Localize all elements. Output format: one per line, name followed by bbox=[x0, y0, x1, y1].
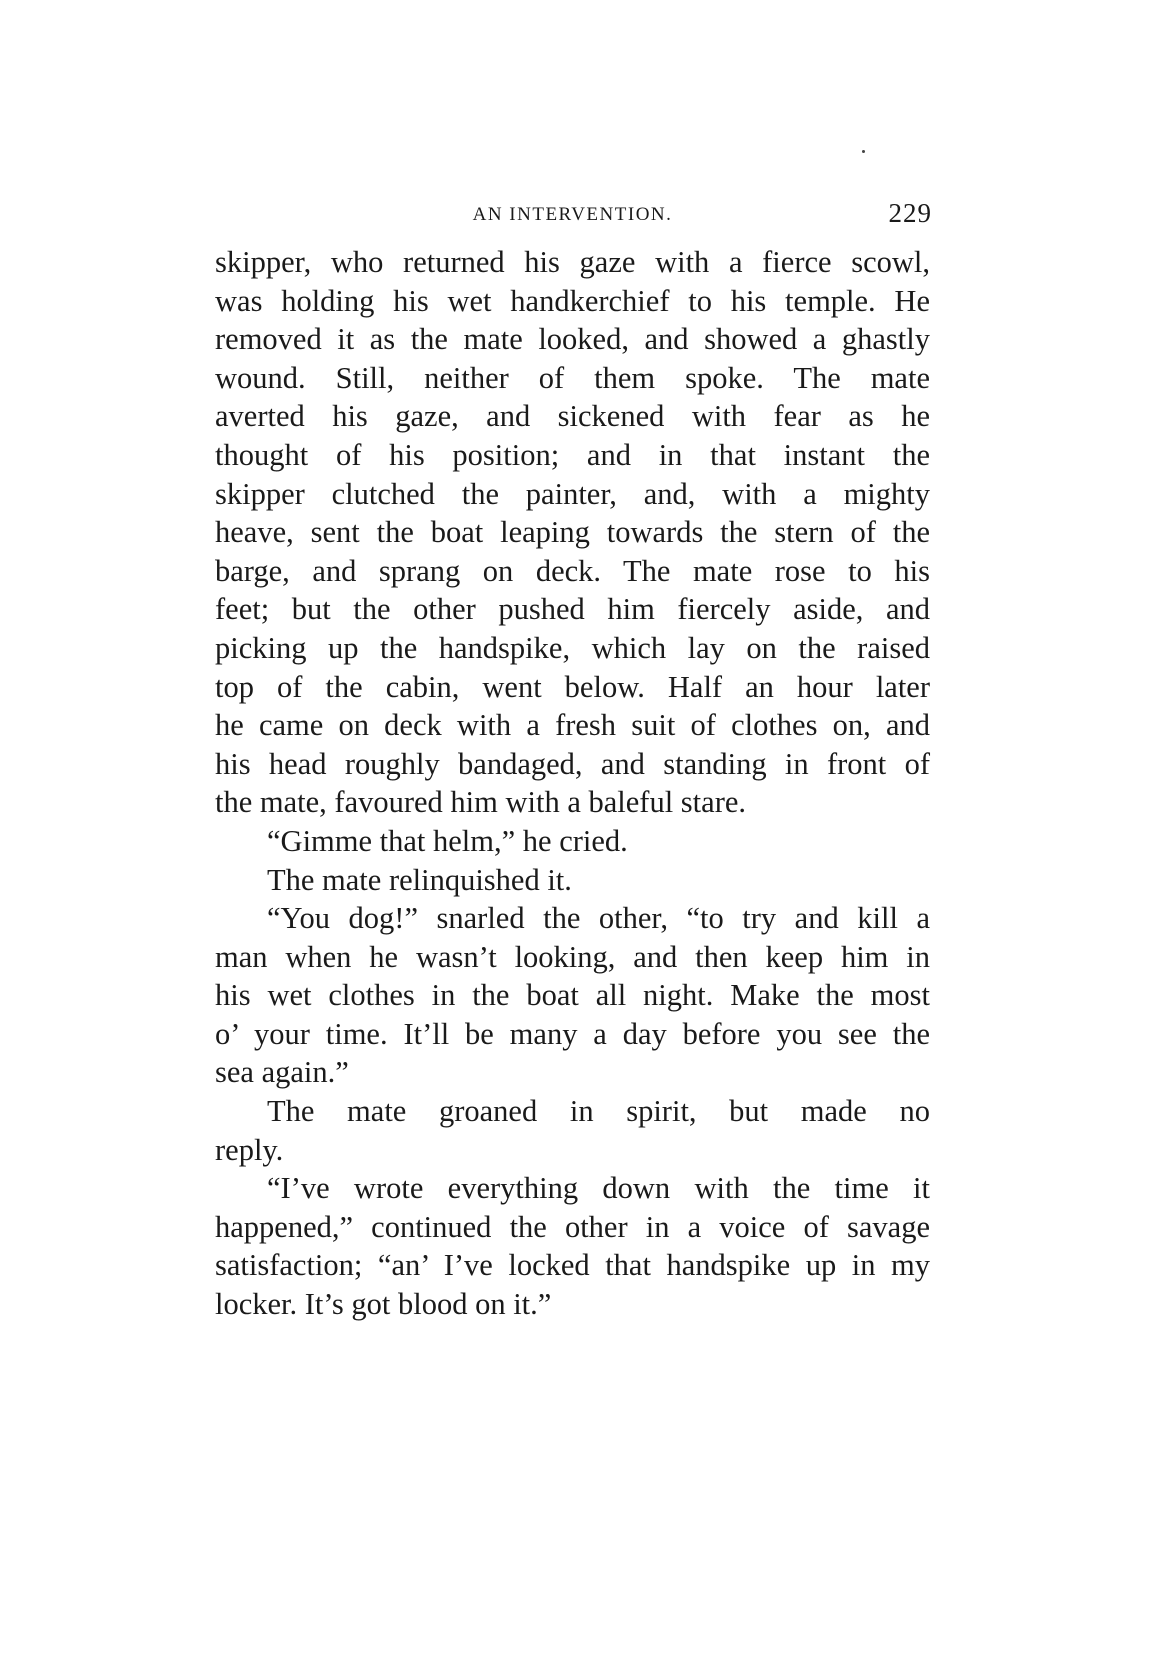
text-line: he came on deck with a fresh suit of clothes on, and bbox=[215, 708, 930, 743]
text-line: The mate groaned in spirit, but made no bbox=[267, 1094, 930, 1129]
text-line: reply. bbox=[215, 1132, 284, 1167]
text-line: wound. Still, neither of them spoke. The mate bbox=[215, 360, 930, 395]
text-line: removed it as the mate looked, and showed a ghastly bbox=[215, 322, 930, 357]
text-line: top of the cabin, went below. Half an hour later bbox=[215, 669, 930, 704]
text-line: was holding his wet handkerchief to his temple. He bbox=[215, 283, 930, 318]
text-line: skipper clutched the painter, and, with a mighty bbox=[215, 476, 930, 511]
text-line: The mate relinquished it. bbox=[267, 862, 572, 897]
text-line: his head roughly bandaged, and standing in front of bbox=[215, 746, 930, 781]
text-line: the mate, favoured him with a baleful stare. bbox=[215, 785, 747, 820]
text-line: thought of his position; and in that instant the bbox=[215, 437, 930, 472]
text-line: feet; but the other pushed him fiercely aside, and bbox=[215, 592, 930, 627]
running-title: AN INTERVENTION. bbox=[472, 204, 673, 225]
text-line: sea again.” bbox=[215, 1055, 349, 1090]
text-line: his wet clothes in the boat all night. Make the most bbox=[215, 978, 930, 1013]
text-line: “I’ve wrote everything down with the time it bbox=[267, 1171, 930, 1206]
text-line: “Gimme that helm,” he cried. bbox=[267, 823, 628, 858]
text-line: skipper, who returned his gaze with a fierce scowl, bbox=[215, 245, 930, 279]
text-line: picking up the handspike, which lay on the raised bbox=[215, 630, 930, 665]
text-line: averted his gaze, and sickened with fear as he bbox=[215, 399, 930, 434]
text-line: happened,” continued the other in a voice of savage bbox=[215, 1209, 930, 1244]
ink-speck bbox=[862, 150, 865, 153]
text-line: barge, and sprang on deck. The mate rose to his bbox=[215, 553, 930, 588]
text-line: “You dog!” snarled the other, “to try and kill a bbox=[267, 901, 930, 936]
running-head bbox=[215, 196, 930, 240]
text-line: locker. It’s got blood on it.” bbox=[215, 1287, 552, 1322]
text-line: man when he wasn’t looking, and then keep him in bbox=[215, 939, 930, 974]
body-text bbox=[215, 243, 930, 1324]
text-line: satisfaction; “an’ I’ve locked that handspike up in my bbox=[215, 1248, 930, 1283]
text-line: heave, sent the boat leaping towards the stern of the bbox=[215, 515, 930, 550]
page-number: 229 bbox=[888, 198, 932, 228]
text-line: o’ your time. It’ll be many a day before you see the bbox=[215, 1016, 930, 1051]
